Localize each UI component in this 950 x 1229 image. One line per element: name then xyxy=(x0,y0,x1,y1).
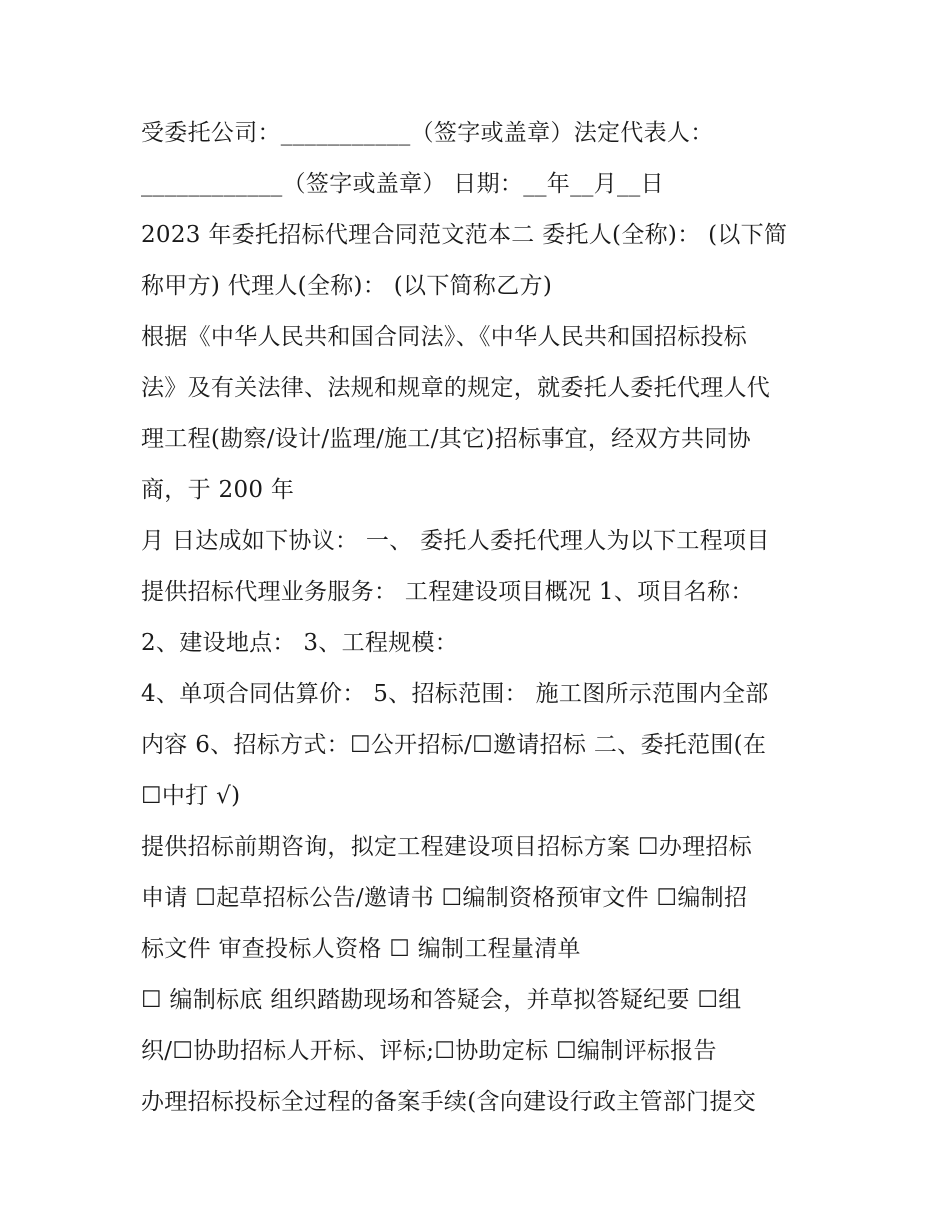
text-line-19: 织/☐协助招标人开标、评标;☐协助定标 ☐编制评标报告 xyxy=(141,1038,717,1064)
text-line-10: 提供招标代理业务服务： 工程建设项目概况 1、项目名称： xyxy=(141,579,754,605)
text-line-6: 法》及有关法律、法规和规章的规定，就委托人委托代理人代 xyxy=(141,375,771,401)
text-line-13: 内容 6、招标方式：☐公开招标/☐邀请招标 二、委托范围(在 xyxy=(141,732,767,758)
text-line-2: ____________（签字或盖章） 日期：__年__月__日 xyxy=(141,171,664,197)
text-line-16: 申请 ☐起草招标公告/邀请书 ☐编制资格预审文件 ☐编制招 xyxy=(141,885,748,911)
text-line-3: 2023 年委托招标代理合同范文范本二 委托人(全称)： (以下简 xyxy=(141,222,788,248)
document-body xyxy=(141,108,821,1128)
text-line-12: 4、单项合同估算价： 5、招标范围： 施工图所示范围内全部 xyxy=(141,681,769,707)
text-line-18: ☐ 编制标底 组织踏勘现场和答疑会，并草拟答疑纪要 ☐组 xyxy=(141,987,742,1013)
text-line-9: 月 日达成如下协议： 一、 委托人委托代理人为以下工程项目 xyxy=(141,528,770,554)
text-line-20: 办理招标投标全过程的备案手续(含向建设行政主管部门提交 xyxy=(141,1089,757,1115)
text-line-7: 理工程(勘察/设计/监理/施工/其它)招标事宜，经双方共同协 xyxy=(141,426,751,452)
text-line-5: 根据《中华人民共和国合同法》、《中华人民共和国招标投标 xyxy=(141,324,748,350)
text-line-14: ☐中打 √) xyxy=(141,783,241,809)
text-line-4: 称甲方) 代理人(全称)： (以下简称乙方) xyxy=(141,273,553,299)
text-line-1: 受委托公司：___________（签字或盖章）法定代表人： xyxy=(141,120,714,146)
text-line-17: 标文件 审查投标人资格 ☐ 编制工程量清单 xyxy=(141,936,581,962)
text-line-15: 提供招标前期咨询，拟定工程建设项目招标方案 ☐办理招标 xyxy=(141,834,753,860)
text-line-11: 2、建设地点： 3、工程规模： xyxy=(141,630,459,656)
text-line-8: 商，于 200 年 xyxy=(141,477,295,503)
